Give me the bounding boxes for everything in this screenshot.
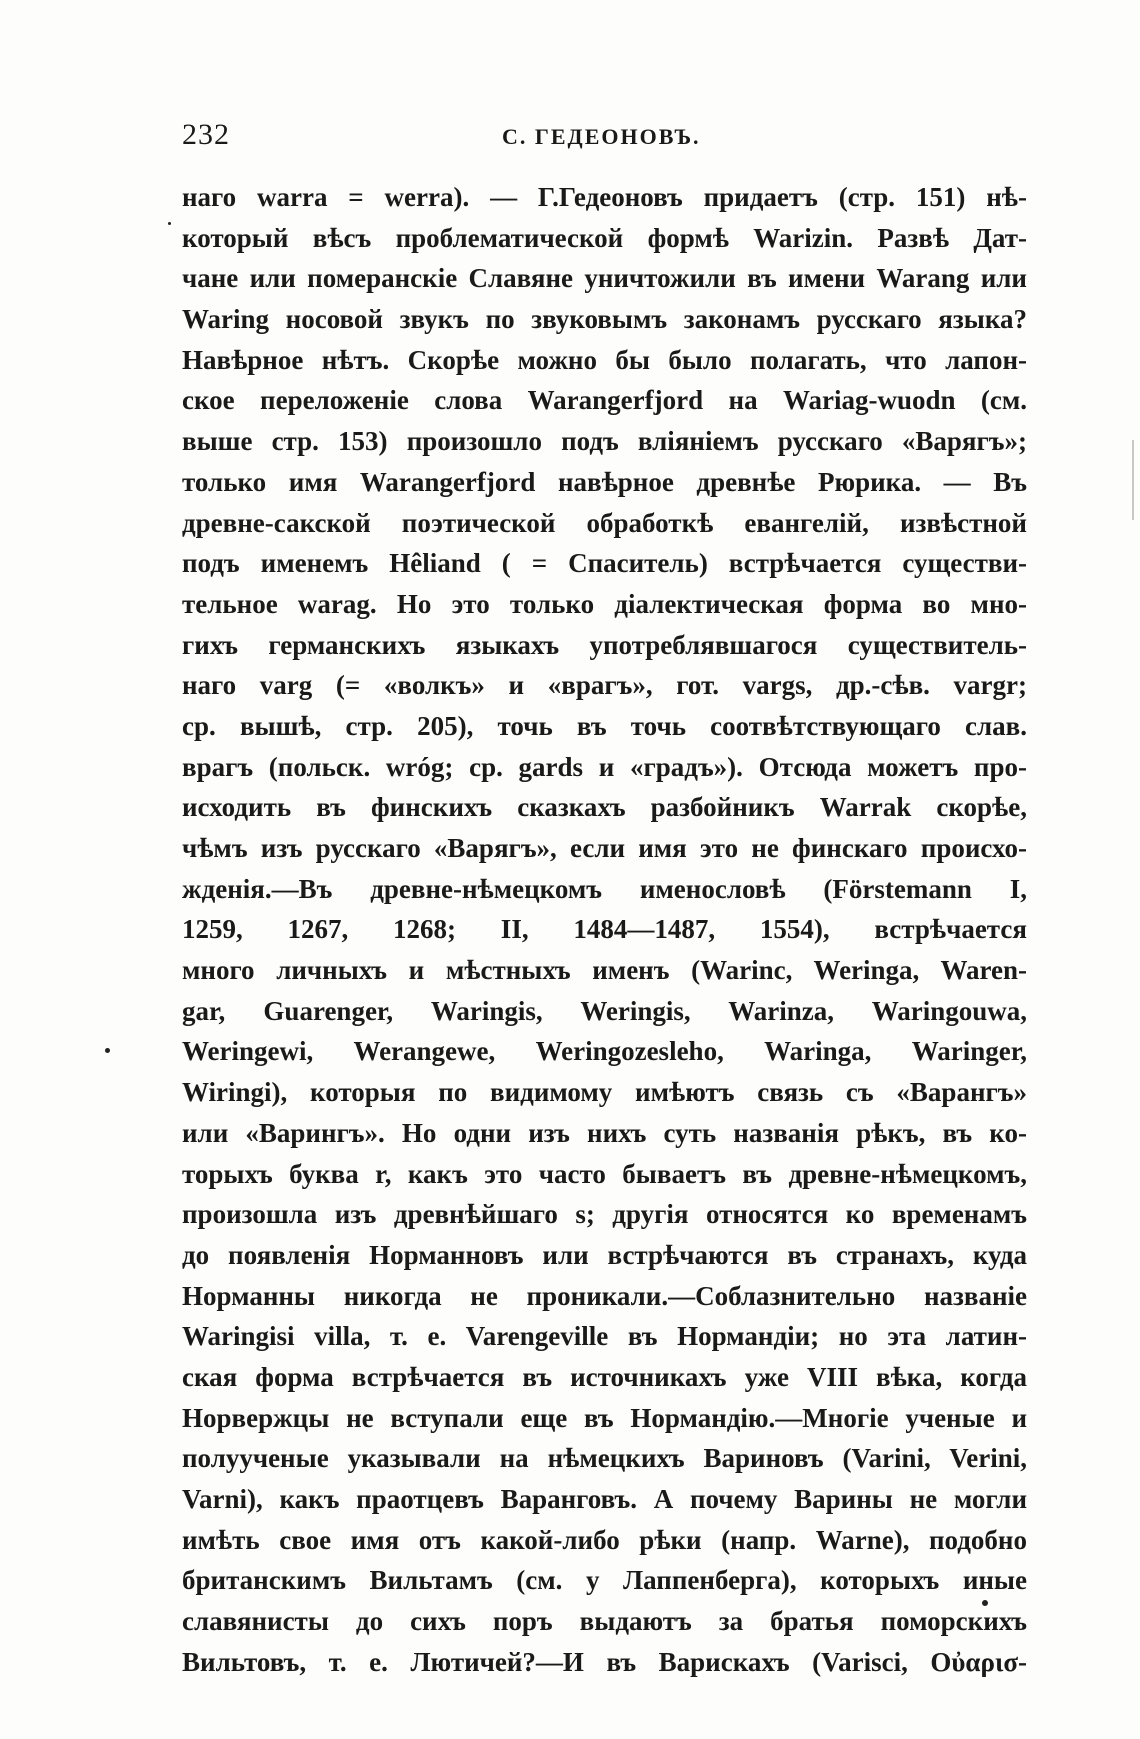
page-header <box>182 118 1020 158</box>
text-line: Норманны никогда не проникали.—Соблазнительно названіе <box>182 1280 1027 1311</box>
text-line: Навѣрное нѣтъ. Скорѣе можно бы было полагать, что лапон- <box>182 344 1027 375</box>
text-line: Wiringi), которыя по видимому имѣютъ связь съ «Варангъ» <box>182 1077 1027 1108</box>
text-line: Waringisi villa, т. е. Varengeville въ Нормандіи; но эта латин- <box>182 1321 1027 1352</box>
text-line: ср. вышѣ, стр. 205), точь въ точь соотвѣтствующаго слав. <box>182 710 1027 741</box>
page-number: 232 <box>182 118 230 151</box>
text-line: славянисты до сихъ поръ выдаютъ за братья поморскихъ <box>182 1606 1027 1637</box>
text-line: подъ именемъ Hêliand ( = Спаситель) встрѣчается существи- <box>182 548 1027 579</box>
scan-speck <box>105 1048 110 1053</box>
text-line: Waring носовой звукъ по звуковымъ законамъ русскаго языка? <box>182 304 1027 335</box>
text-line: исходить въ финскихъ сказкахъ разбойникъ Warrak скорѣе, <box>182 792 1027 823</box>
text-line: произошла изъ древнѣйшаго s; другія относятся ко временамъ <box>182 1199 1027 1230</box>
text-line: gar, Guarenger, Waringis, Weringis, Warinza, Waringouwa, <box>182 995 1027 1026</box>
text-line: до появленія Норманновъ или встрѣчаются въ странахъ, куда <box>182 1239 1027 1270</box>
text-line: наго varg (= «волкъ» и «врагъ», гот. vargs, др.-сѣв. vargr; <box>182 670 1027 701</box>
text-line: чѣмъ изъ русскаго «Варягъ», если имя это не финскаго происхо- <box>182 833 1027 863</box>
text-line: врагъ (польск. wróg; ср. gards и «градъ»). Отсюда можетъ про- <box>182 751 1027 782</box>
text-line: торыхъ буква r, какъ это часто бываетъ въ древне-нѣмецкомъ, <box>182 1158 1027 1189</box>
text-line: наго warra = werra). — Г.Гедеоновъ придаетъ (стр. 151) нѣ- <box>182 182 1027 212</box>
text-line: тельное warag. Но это только діалектическая форма во мно- <box>182 588 1027 619</box>
text-line: только имя Warangerfjord навѣрное древнѣе Рюрика. — Въ <box>182 466 1027 497</box>
text-line: или «Варингъ». Но одни изъ нихъ суть названія рѣкъ, въ ко- <box>182 1117 1027 1148</box>
text-line: 1259, 1267, 1268; II, 1484—1487, 1554), встрѣчается <box>182 914 1027 945</box>
text-line: Норвержцы не вступали еще въ Нормандію.—Многіе ученые и <box>182 1402 1027 1433</box>
text-line: Вильтовъ, т. е. Лютичей?—И въ Варискахъ (Varisci, Οὐαρισ- <box>182 1646 1027 1677</box>
text-line: много личныхъ и мѣстныхъ именъ (Warinc, Weringa, Waren- <box>182 955 1027 986</box>
text-line: который вѣсъ проблематической формѣ Warizin. Развѣ Дат- <box>182 222 1027 253</box>
text-line: чане или померанскіе Славяне уничтожили въ имени Warang или <box>182 263 1027 294</box>
text-line: гихъ германскихъ языкахъ употреблявшагося существитель- <box>182 629 1027 660</box>
body-text <box>182 177 1027 1682</box>
text-line: древне-сакской поэтической обработкѣ евангелій, извѣстной <box>182 507 1027 538</box>
text-line: ское переложеніе слова Warangerfjord на Wariag-wuodn (см. <box>182 385 1027 416</box>
text-line: полуученые указывали на нѣмецкихъ Вариновъ (Varini, Verini, <box>182 1443 1027 1474</box>
text-line: выше стр. 153) произошло подъ вліяніемъ русскаго «Варягъ»; <box>182 426 1027 457</box>
running-head: С. ГЕДЕОНОВЪ. <box>502 124 701 149</box>
text-line: Weringewi, Werangewe, Weringozesleho, Waringa, Waringer, <box>182 1036 1027 1067</box>
scan-speck <box>982 1600 988 1606</box>
text-line: имѣть свое имя отъ какой-либо рѣки (напр. Warne), подобно <box>182 1524 1027 1555</box>
scan-speck <box>168 222 171 225</box>
text-line: ская форма встрѣчается въ источникахъ уже VIII вѣка, когда <box>182 1361 1027 1392</box>
text-line: Varni), какъ праотцевъ Варанговъ. А почему Варины не могли <box>182 1484 1027 1514</box>
scan-edge-mark <box>1132 440 1134 520</box>
text-line: жденія.—Въ древне-нѣмецкомъ именословѣ (Förstemann I, <box>182 873 1027 904</box>
text-line: британскимъ Вильтамъ (см. у Лаппенберга), которыхъ иные <box>182 1565 1027 1596</box>
